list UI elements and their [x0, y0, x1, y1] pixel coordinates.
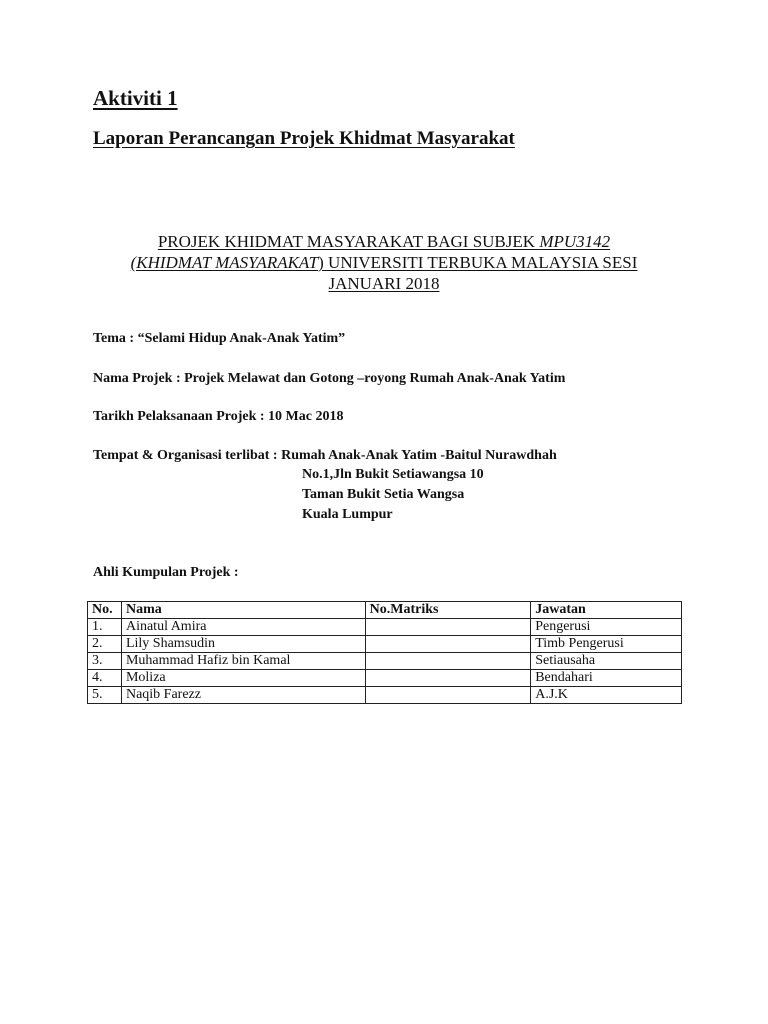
cell-nama: Naqib Farezz — [121, 687, 365, 704]
cell-no: 2. — [88, 636, 122, 653]
project-title-line-1 — [88, 231, 680, 252]
cell-jawatan: Pengerusi — [531, 619, 682, 636]
cell-jawatan: Timb Pengerusi — [531, 636, 682, 653]
cell-jawatan: A.J.K — [531, 687, 682, 704]
ahli-kumpulan-label: Ahli Kumpulan Projek : — [93, 565, 239, 580]
tempat-field: Tempat & Organisasi terlibat : Rumah Anak-Anak Yatim -Baitul Nurawdhah — [93, 448, 557, 463]
table-row — [88, 653, 682, 670]
table-row — [88, 619, 682, 636]
title-line2-text: ) UNIVERSITI TERBUKA MALAYSIA SESI — [318, 253, 638, 272]
cell-nama: Ainatul Amira — [121, 619, 365, 636]
cell-no: 3. — [88, 653, 122, 670]
table-row — [88, 687, 682, 704]
cell-no-matriks — [365, 670, 531, 687]
cell-nama: Lily Shamsudin — [121, 636, 365, 653]
cell-no-matriks — [365, 636, 531, 653]
cell-no: 5. — [88, 687, 122, 704]
subject-code: MPU3142 — [539, 232, 611, 251]
table-row — [88, 636, 682, 653]
subject-name: (KHIDMAT MASYARAKAT — [130, 253, 319, 272]
cell-no: 1. — [88, 619, 122, 636]
cell-jawatan: Bendahari — [531, 670, 682, 687]
tema-field: Tema : “Selami Hidup Anak-Anak Yatim” — [93, 331, 346, 346]
cell-no: 4. — [88, 670, 122, 687]
cell-jawatan: Setiausaha — [531, 653, 682, 670]
project-title-line-3: JANUARI 2018 — [328, 274, 440, 293]
address-line-1: No.1,Jln Bukit Setiawangsa 10 — [302, 467, 484, 482]
cell-no-matriks — [365, 687, 531, 704]
header-jawatan: Jawatan — [531, 602, 682, 619]
address-line-3: Kuala Lumpur — [302, 507, 393, 522]
title-line1-text: PROJEK KHIDMAT MASYARAKAT BAGI SUBJEK — [157, 232, 540, 251]
table-row — [88, 670, 682, 687]
project-title-line-2 — [88, 252, 680, 273]
activity-heading: Aktiviti 1 — [93, 86, 178, 110]
cell-nama: Muhammad Hafiz bin Kamal — [121, 653, 365, 670]
nama-projek-field: Nama Projek : Projek Melawat dan Gotong –royong Rumah Anak-Anak Yatim — [93, 371, 566, 386]
cell-nama: Moliza — [121, 670, 365, 687]
table-header-row — [88, 602, 682, 619]
header-no-matriks: No.Matriks — [365, 602, 531, 619]
cell-no-matriks — [365, 653, 531, 670]
members-table — [87, 601, 682, 704]
header-nama: Nama — [121, 602, 365, 619]
tarikh-field: Tarikh Pelaksanaan Projek : 10 Mac 2018 — [93, 409, 344, 424]
cell-no-matriks — [365, 619, 531, 636]
header-no: No. — [88, 602, 122, 619]
project-title — [88, 231, 680, 294]
address-line-2: Taman Bukit Setia Wangsa — [302, 487, 465, 502]
report-subheading: Laporan Perancangan Projek Khidmat Masyarakat — [93, 128, 515, 149]
